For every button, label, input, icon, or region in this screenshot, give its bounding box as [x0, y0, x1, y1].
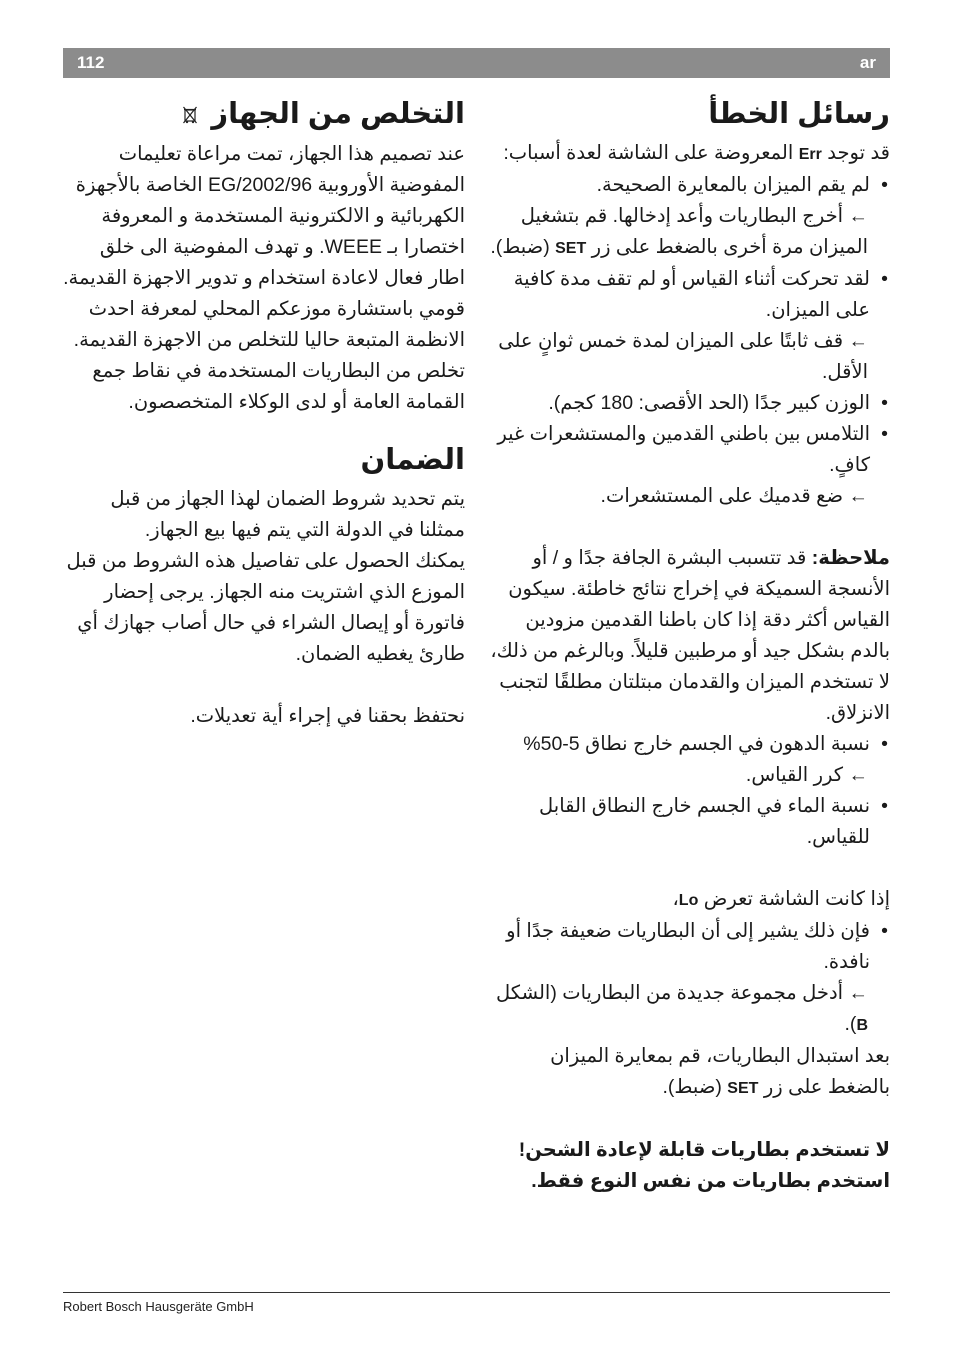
lo-text: إذا كانت الشاشة تعرض: [698, 888, 890, 910]
disposal-heading: [63, 92, 465, 137]
warranty-paragraph-1: يتم تحديد شروط الضمان لهذا الجهاز من قبل ممثلنا في الدولة التي يتم فيها بيع الجهاز.: [110, 488, 465, 542]
spacer: [63, 418, 465, 438]
disposal-paragraph-3: تخلص من البطاريات المستخدمة في نقاط جمع القمامة العامة أو لدى الوكلاء المتخصصون.: [92, 360, 465, 414]
lo-action: [488, 978, 890, 1041]
lo-action-text: ← أدخل مجموعة جديدة من البطاريات (الشكل: [496, 982, 868, 1004]
set-button-label: SET: [555, 240, 587, 257]
warranty-paragraph-2: يمكنك الحصول على تفاصيل هذه الشروط من قبل الموزع الذي اشتريت منه الجهاز. يرجى إحضار فاتورة أو إيصال الشراء في حال أصاب جهازك أي طارئ يغطيه الضمان.: [66, 550, 465, 666]
lo-text-end: ،: [672, 888, 679, 910]
intro-text-end: المعروضة على الشاشة لعدة أسباب:: [503, 142, 799, 164]
lo-code: Lo: [678, 892, 699, 909]
after-text-end: (ضبط).: [662, 1076, 728, 1098]
header-bar: [63, 48, 890, 78]
spacer: [63, 670, 465, 701]
action-text-end: (ضبط).: [490, 236, 556, 258]
note-paragraph: [488, 543, 890, 729]
error-action-5: ← كرر القياس.: [745, 764, 868, 786]
error-bullet-6: • نسبة الماء في الجسم خارج النطاق القابل للقياس.: [488, 791, 890, 853]
set-button-label-2: SET: [727, 1080, 759, 1097]
battery-warning-1: لا تستخدم بطاريات قابلة لإعادة الشحن!: [518, 1139, 890, 1161]
footer-company: Robert Bosch Hausgeräte GmbH: [63, 1299, 254, 1314]
error-action-2: ← قف ثابتًا على الميزان لمدة خمس ثوانٍ على الأقل.: [498, 330, 868, 383]
intro-text: قد توجد: [821, 142, 890, 164]
footer-divider: [63, 1292, 890, 1293]
page-number: 112: [77, 53, 105, 72]
note-text: قد تتسبب البشرة الجافة جدًا و / أو الأنسجة السميكة في إخراج نتائج خاطئة. سيكون القياس أكثر دقة إذا كان باطنا القدمين مزودين بالدم بشكل جيد أو مرطبين قليلاً. وبالرغم من ذلك، لا تستخدم الميزان والقدمان مبتلتان مطلقًا لتجنب الانزلاق.: [490, 547, 890, 724]
disposal-heading-text: التخلص من الجهاز: [211, 98, 465, 130]
weee-bin-icon: [183, 93, 197, 137]
action-text: ← أخرج البطاريات وأعد إدخالها. قم بتشغيل الميزان مرة أخرى بالضغط على زر: [520, 205, 868, 258]
spacer: [488, 1104, 890, 1135]
after-text: بعد استبدال البطاريات، قم بمعايرة الميزان بالضغط على زر: [550, 1045, 890, 1098]
error-bullet-4: • التلامس بين باطني القدمين والمستشعرات غير كافٍ.: [488, 419, 890, 481]
left-column: [63, 92, 465, 732]
err-code: Err: [798, 146, 822, 163]
error-intro: [488, 138, 890, 170]
warranty-heading: الضمان: [360, 444, 465, 477]
error-messages-heading: رسائل الخطأ: [708, 98, 890, 130]
error-action-1: [488, 201, 890, 264]
disposal-paragraph-1: عند تصميم هذا الجهاز، تمت مراعاة تعليمات المفوضية الأوروبية 2002/96/EG الخاصة بالأجهزة الكهربائية و الالكترونية المستخدمة و المعروفة اختصارا بـ WEEE. و تهدف المفوضية الى خلق اطار فعال لاعادة استخدام و تدوير الاجهزة القديمة.: [63, 143, 465, 290]
right-column: [488, 92, 890, 1197]
modification-notice: نحتفظ بحقنا في إجراء أية تعديلات.: [190, 705, 465, 728]
lo-bullet: • فإن ذلك يشير إلى أن البطاريات ضعيفة جدًا أو نافدة.: [488, 916, 890, 978]
after-replace: [488, 1041, 890, 1104]
error-action-4: ← ضع قدميك على المستشعرات.: [600, 485, 868, 507]
error-bullet-5: • نسبة الدهون في الجسم خارج نطاق 5-50%: [488, 729, 890, 760]
error-bullet-1: • لم يقم الميزان بالمعايرة الصحيحة.: [488, 170, 890, 201]
lo-intro: [488, 884, 890, 916]
note-label: ملاحظة:: [811, 547, 890, 569]
language-code: ar: [859, 53, 876, 72]
error-bullet-3: • الوزن كبير جدًا (الحد الأقصى: 180 كجم).: [488, 388, 890, 419]
disposal-paragraph-2: قومي باستشارة موزعكم المحلي لمعرفة احدث الانظمة المتبعة حاليا للتخلص من الاجهزة القديمة.: [73, 298, 465, 352]
battery-warning-2: استخدم بطاريات من نفس النوع فقط.: [531, 1170, 890, 1192]
lo-action-end: ).: [844, 1013, 857, 1035]
error-bullet-2: • لقد تحركت أثناء القياس أو لم تقف مدة كافية على الميزان.: [488, 264, 890, 326]
spacer: [488, 853, 890, 884]
figure-ref: B: [856, 1017, 868, 1034]
spacer: [488, 512, 890, 543]
